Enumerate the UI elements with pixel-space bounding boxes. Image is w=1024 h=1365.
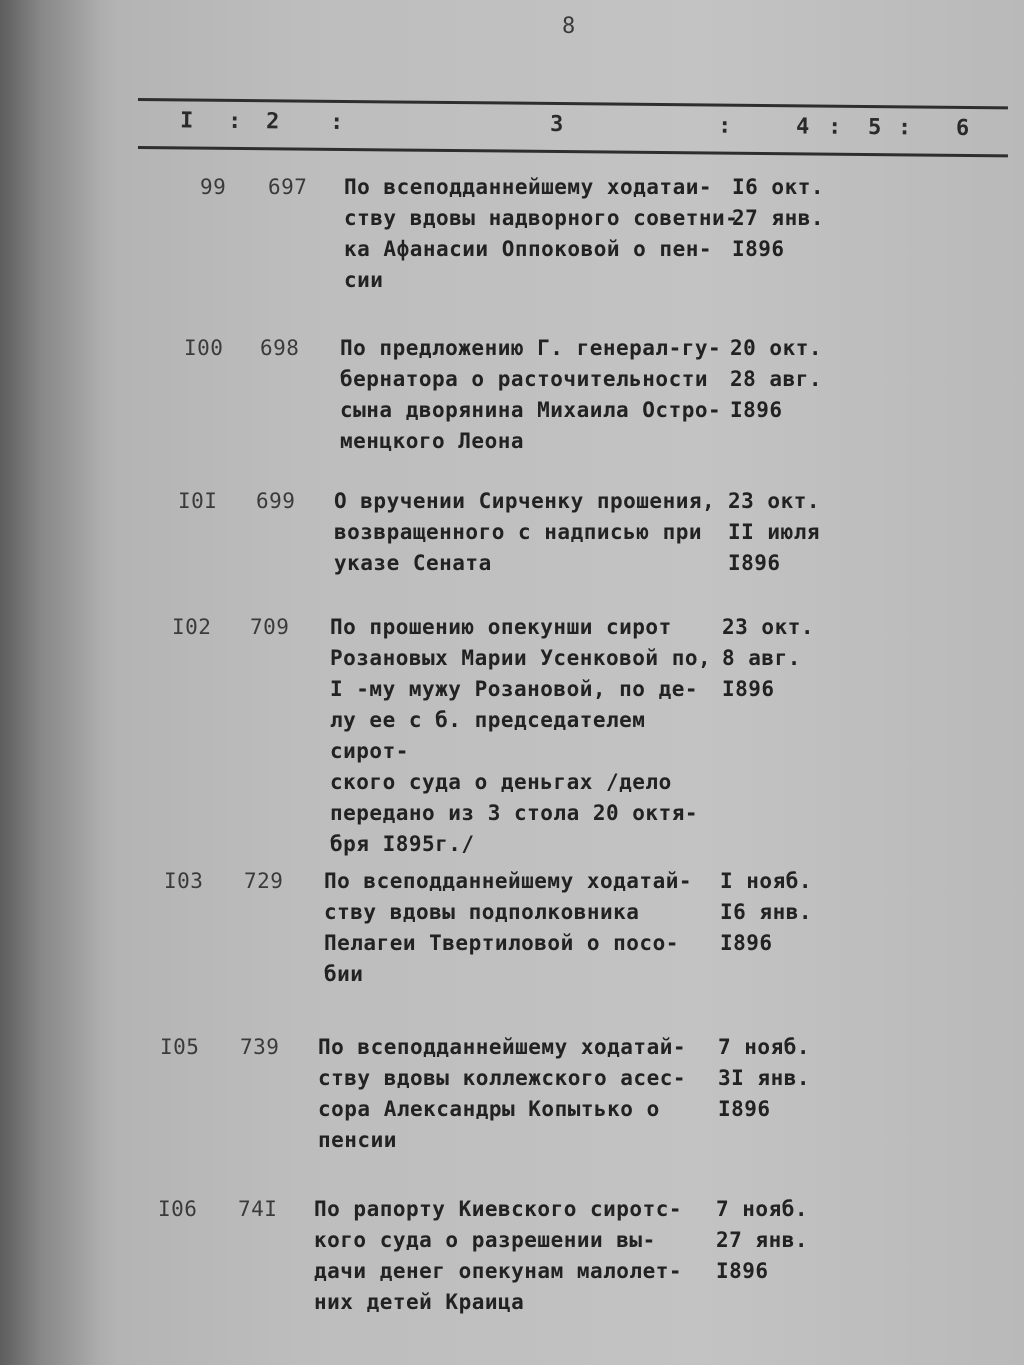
entry-number: I0I xyxy=(178,489,218,513)
header-sep-4: : xyxy=(827,114,842,140)
entry-file-number: 698 xyxy=(260,336,300,360)
header-col-4: 4 xyxy=(795,114,810,140)
header-col-3: 3 xyxy=(549,111,564,138)
header-sep-3: : xyxy=(717,113,732,139)
page-number: 8 xyxy=(562,14,576,39)
header-sep-5: : xyxy=(897,115,912,141)
entry-file-number: 709 xyxy=(250,615,290,639)
entry-description: По предложению Г. генерал-гу- бернатора о расточительности сына дворянина Михаила Остро- менцкого Леона xyxy=(340,336,722,453)
entry-number: I03 xyxy=(164,869,204,893)
entry-number: I05 xyxy=(160,1035,200,1059)
header-col-5: 5 xyxy=(867,115,882,141)
entry-dates: 23 окт. II июля I896 xyxy=(728,489,821,575)
header-sep-2: : xyxy=(329,109,344,135)
entry-dates: I6 окт. 27 янв. I896 xyxy=(732,175,825,261)
entry-dates: 7 нояб. 27 янв. I896 xyxy=(716,1197,809,1283)
entry-number: I02 xyxy=(172,615,212,639)
entry-file-number: 729 xyxy=(244,869,284,893)
entry-number: I06 xyxy=(158,1197,198,1221)
header-col-1: I xyxy=(179,108,194,134)
entry-description: О вручении Сирченку прошения, возвращенного с надписью при указе Сената xyxy=(334,489,716,575)
header-col-6: 6 xyxy=(955,115,970,141)
entry-description: По всеподданнейшему ходатай- ству вдовы подполковника Пелагеи Твертиловой о посо- бии xyxy=(324,869,693,986)
header-sep-1: : xyxy=(227,108,242,134)
entry-description: По рапорту Киевского сиротс- кого суда о разрешении вы- дачи денег опекунам малолет- них детей Краица xyxy=(314,1197,683,1314)
entry-file-number: 697 xyxy=(268,175,308,199)
entry-file-number: 74I xyxy=(238,1197,278,1221)
entry-number: I00 xyxy=(184,336,224,360)
entry-file-number: 699 xyxy=(256,489,296,513)
entry-description: По всеподданнейшему ходатай- ству вдовы коллежского асес- сора Александры Копытько о пенсии xyxy=(318,1035,687,1152)
entry-dates: 23 окт. 8 авг. I896 xyxy=(722,615,815,701)
entry-description: По прошению опекунши сирот Розановых Марии Усенковой по, I -му мужу Розановой, по де- лу ее с б. председателем сирот- ского суда о деньгах /дело передано из 3 стола 20 октя- бря I895г./ xyxy=(330,615,712,856)
entry-dates: I нояб. I6 янв. I896 xyxy=(720,869,813,955)
header-col-2: 2 xyxy=(265,109,280,135)
entry-dates: 7 нояб. 3I янв. I896 xyxy=(718,1035,811,1121)
entry-dates: 20 окт. 28 авг. I896 xyxy=(730,336,823,422)
entry-number: 99 xyxy=(200,175,227,199)
entry-file-number: 739 xyxy=(240,1035,280,1059)
entry-description: По всеподданнейшему ходатаи- ству вдовы надворного советни- ка Афанасии Оппоковой о пен- сии xyxy=(344,175,739,292)
